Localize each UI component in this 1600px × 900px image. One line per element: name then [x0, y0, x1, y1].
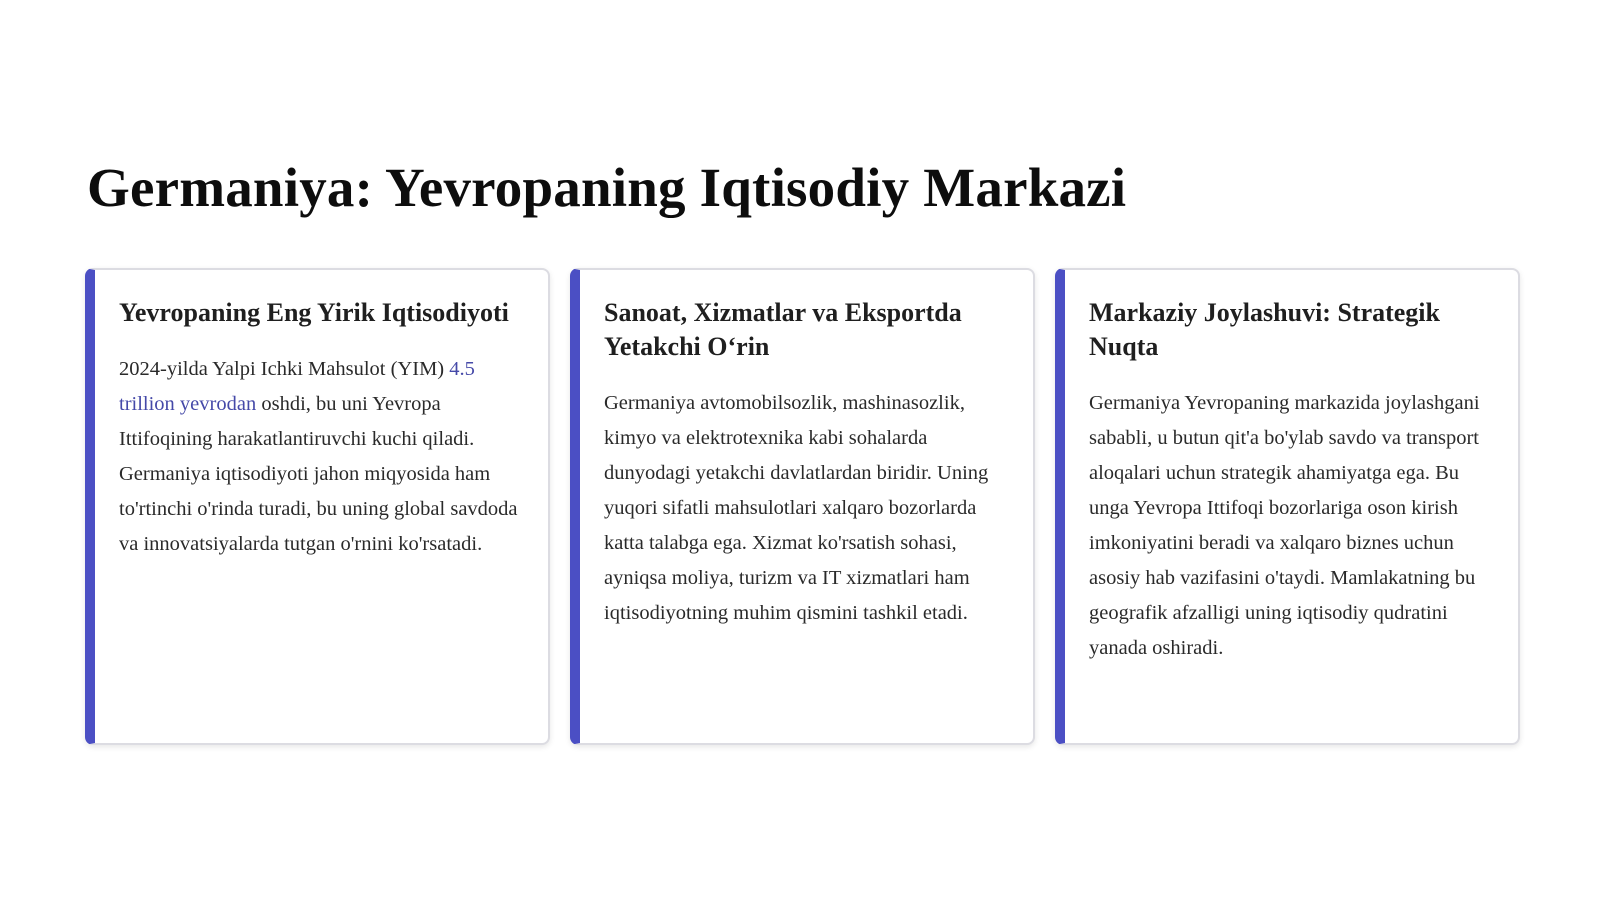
- card-largest-economy: [85, 268, 550, 745]
- gdp-highlight: 4.5 trillion yevrodan: [119, 358, 475, 415]
- page-title: Germaniya: Yevropaning Iqtisodiy Markazi: [87, 157, 1127, 218]
- card-body-text: 2024-yilda Yalpi Ichki Mahsulot (YIM): [119, 358, 450, 380]
- card-body: Germaniya avtomobilsozlik, mashinasozlik, kimyo va elektrotexnika kabi sohalarda dunyodagi yetakchi davlatlardan biridir. Uning yuqori sifatli mahsulotlari xalqaro bozorlarda katta talabga ega. Xizmat ko'rsatish sohasi, ayniqsa moliya, turizm va IT xizmatlari ham iqtisodiyotning muhim qismini tashkil etadi.: [604, 392, 989, 624]
- card-industry-leadership: [570, 268, 1035, 745]
- card-title: Yevropaning Eng Yirik Iqtisodiyoti: [119, 298, 509, 327]
- card-title: Markaziy Joylashuvi: Strategik Nuqta: [1089, 298, 1440, 361]
- card-central-location: [1055, 268, 1520, 745]
- card-title: Sanoat, Xizmatlar va Eksportda Yetakchi O‘rin: [604, 298, 962, 361]
- card-body-text: oshdi, bu uni Yevropa Ittifoqining harakatlantiruvchi kuchi qiladi. Germaniya iqtisodiyoti jahon miqyosida ham to'rtinchi o'rinda turadi, bu uning global savdoda va innovatsiyalarda tutgan o'rnini ko'rsatadi.: [119, 393, 518, 555]
- card-body: [119, 352, 524, 562]
- cards-row: [85, 268, 1520, 745]
- card-body: Germaniya Yevropaning markazida joylashgani sababli, u butun qit'a bo'ylab savdo va transport aloqalari uchun strategik ahamiyatga ega. Bu unga Yevropa Ittifoqi bozorlariga oson kirish imkoniyatini beradi va xalqaro biznes uchun asosiy hab vazifasini o'taydi. Mamlakatning bu geografik afzalligi uning iqtisodiy qudratini yanada oshiradi.: [1089, 392, 1480, 659]
